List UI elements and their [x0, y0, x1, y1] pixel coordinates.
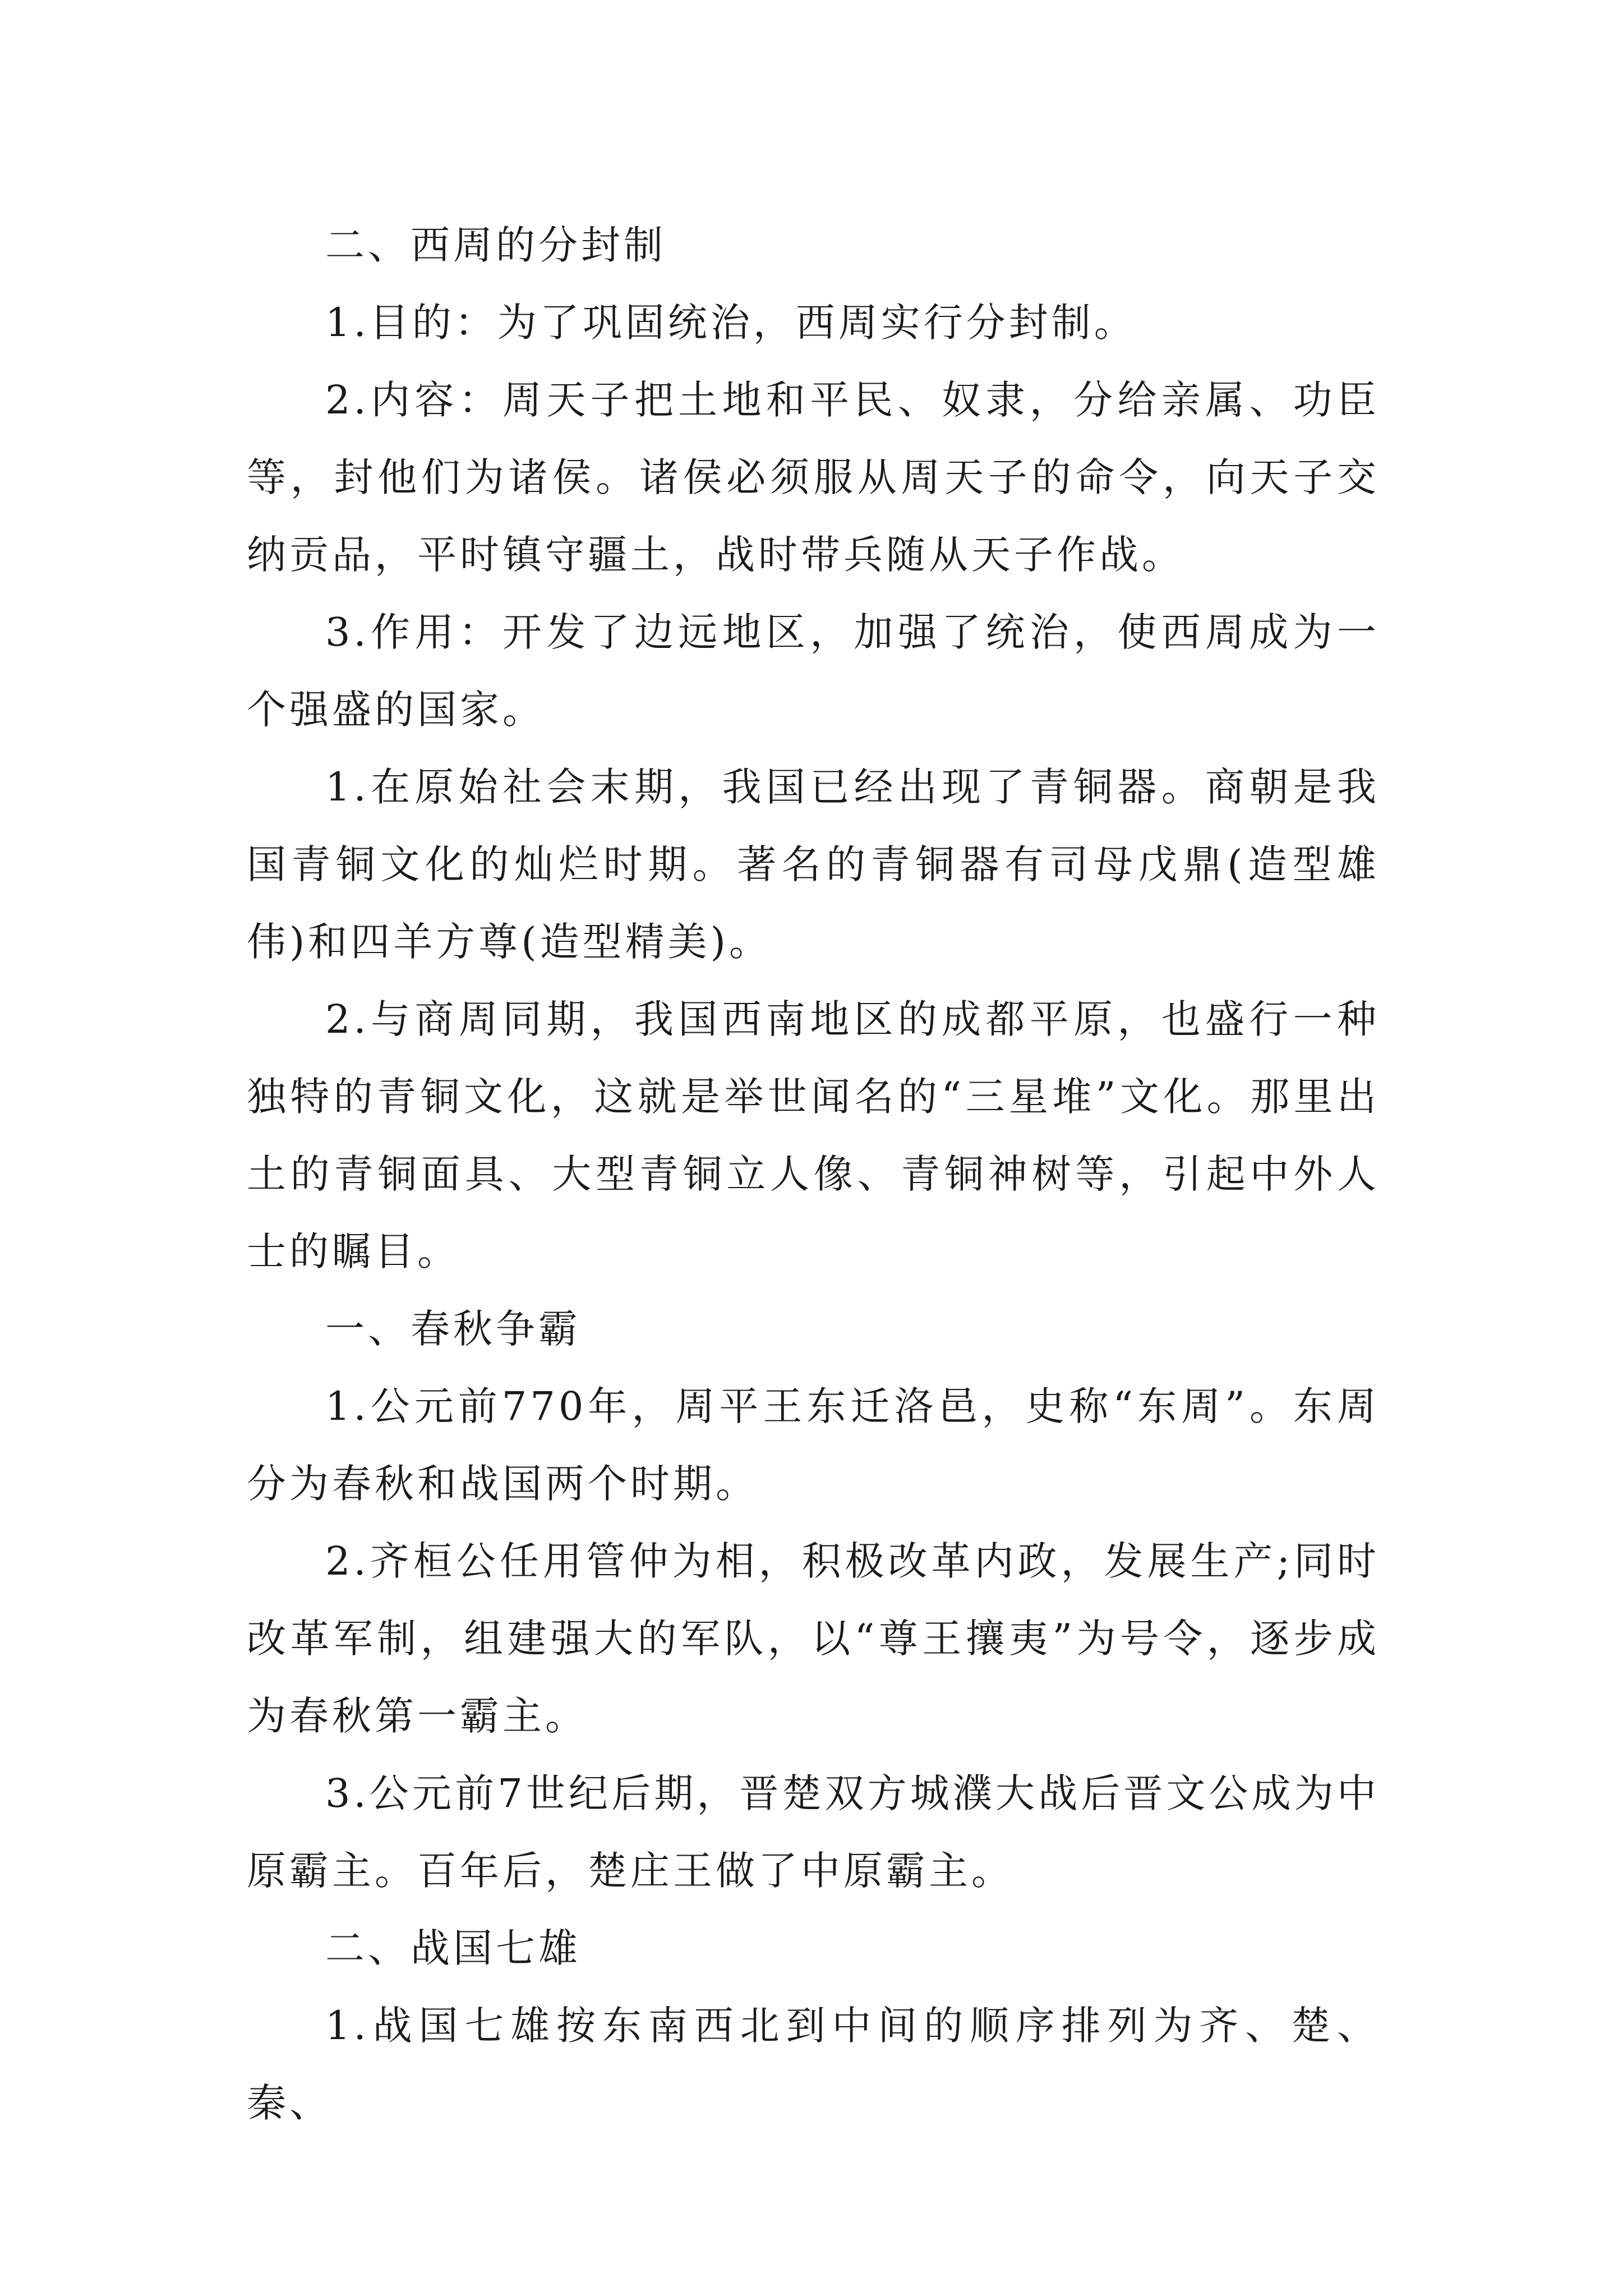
document-body: [247, 206, 1380, 2142]
section-heading-western-zhou-fief: 二、西周的分封制: [325, 222, 666, 268]
paragraph-eastern-zhou: 1.公元前770年，周平王东迁洛邑，史称“东周”。东周分为春秋和战国两个时期。: [247, 1383, 1380, 1507]
paragraph-bronze-shang: 1.在原始社会末期，我国已经出现了青铜器。商朝是我国青铜文化的灿烂时期。著名的青铜器有司母戊鼎(造型雄伟)和四羊方尊(造型精美)。: [247, 764, 1380, 965]
paragraph-effect: 3.作用：开发了边远地区，加强了统治，使西周成为一个强盛的国家。: [247, 609, 1380, 733]
section-heading-warring-states: 二、战国七雄: [325, 1925, 581, 1971]
paragraph-purpose: 1.目的：为了巩固统治，西周实行分封制。: [325, 300, 1137, 346]
paragraph-jin-chu: 3.公元前7世纪后期，晋楚双方城濮大战后晋文公成为中原霸主。百年后，楚庄王做了中原霸主。: [247, 1770, 1380, 1894]
paragraph-seven-states: 1.战国七雄按东南西北到中间的顺序排列为齐、楚、秦、: [247, 2003, 1380, 2126]
section-heading-spring-autumn: 一、春秋争霸: [325, 1306, 581, 1352]
paragraph-duke-huan: 2.齐桓公任用管仲为相，积极改革内政，发展生产;同时改革军制，组建强大的军队，以“尊王攘夷”为号令，逐步成为春秋第一霸主。: [247, 1538, 1380, 1739]
paragraph-content: 2.内容：周天子把土地和平民、奴隶，分给亲属、功臣等，封他们为诸侯。诸侯必须服从周天子的命令，向天子交纳贡品，平时镇守疆土，战时带兵随从天子作战。: [247, 377, 1380, 578]
paragraph-sanxingdui: 2.与商周同期，我国西南地区的成都平原，也盛行一种独特的青铜文化，这就是举世闻名的“三星堆”文化。那里出土的青铜面具、大型青铜立人像、青铜神树等，引起中外人士的瞩目。: [247, 996, 1380, 1274]
